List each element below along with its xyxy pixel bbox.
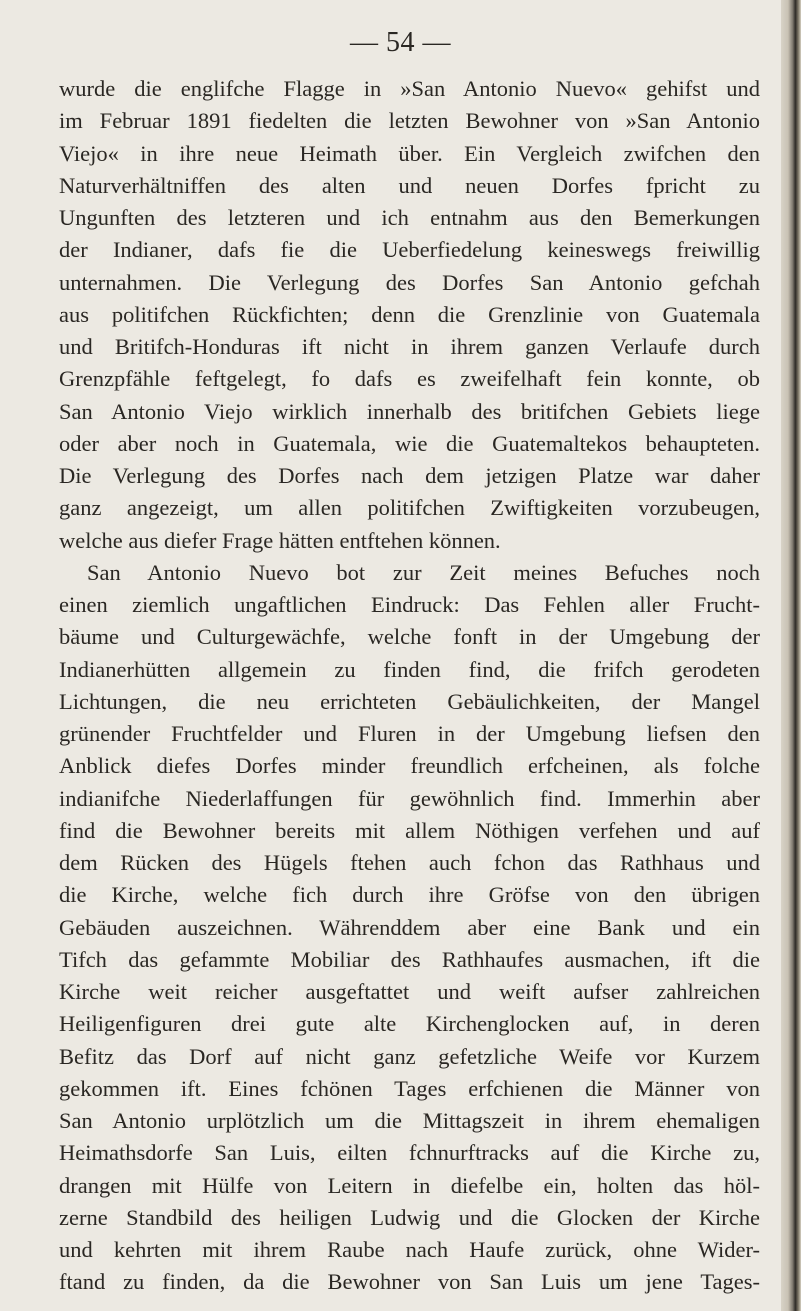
text-line: Gebäuden auszeichnen. Währenddem aber eine Bank und ein [59,914,760,940]
text-line: und kehrten mit ihrem Raube nach Haufe zurück, ohne Wider- [59,1237,760,1262]
text-line: Indianerhütten allgemein zu finden find, die frifch gerodeten [59,656,760,682]
text-line: unternahmen. Die Verlegung des Dorfes San Antonio gefchah [59,269,760,295]
text-line: bäume und Culturgewächfe, welche fonft in der Umgebung der [59,624,760,650]
text-line: aus politifchen Rückfichten; denn die Grenzlinie von Guatemala [59,301,760,327]
text-line: grünender Fruchtfelder und Fluren in der Umgebung liefsen den [59,721,760,746]
text-line: San Antonio urplötzlich um die Mittagszeit in ihrem ehemaligen [59,1108,760,1133]
text-line: Befitz das Dorf auf nicht ganz gefetzliche Weife vor Kurzem [59,1043,760,1069]
text-line: ftand zu finden, da die Bewohner von San Luis um jene Tages- [59,1269,760,1295]
text-line: dem Rücken des Hügels ftehen auch fchon das Rathhaus und [59,850,760,875]
text-line: oder aber noch in Guatemala, wie die Guatemaltekos behaupteten. [59,430,760,456]
text-line: Ungunften des letzteren und ich entnahm aus den Bemerkungen [59,205,760,230]
text-line: San Antonio Nuevo bot zur Zeit meines Befuches noch [87,559,760,585]
text-line: wurde die englifche Flagge in »San Antonio Nuevo« gehifst und [59,76,760,101]
text-line: Anblick diefes Dorfes minder freundlich erfcheinen, als folche [59,753,760,779]
text-line: Tifch das gefammte Mobiliar des Rathhaufes ausmachen, ift die [59,946,760,972]
text-line: ganz angezeigt, um allen politifchen Zwiftigkeiten vorzubeugen, [59,495,760,521]
text-line: einen ziemlich ungaftlichen Eindruck: Das Fehlen aller Frucht- [59,592,760,617]
text-line: indianifche Niederlaffungen für gewöhnlich find. Immerhin aber [59,785,760,811]
text-line: find die Bewohner bereits mit allem Nöthigen verfehen und auf [59,817,760,843]
text-line: gekommen ift. Eines fchönen Tages erfchienen die Männer von [59,1075,760,1101]
body-text [59,73,760,1299]
text-line: Naturverhältniffen des alten und neuen Dorfes fpricht zu [59,172,760,198]
text-line: zerne Standbild des heiligen Ludwig und die Glocken der Kirche [59,1204,760,1230]
text-line: Heimathsdorfe San Luis, eilten fchnurftracks auf die Kirche zu, [59,1140,760,1166]
text-line: im Februar 1891 fiedelten die letzten Bewohner von »San Antonio [59,108,760,134]
book-spine-edge [781,0,801,1311]
text-line: Grenzpfähle feftgelegt, fo dafs es zweifelhaft fein konnte, ob [59,366,760,392]
page-number-header: — 54 — [350,27,451,58]
text-line: und Britifch-Honduras ift nicht in ihrem ganzen Verlaufe durch [59,334,760,359]
text-line: die Kirche, welche fich durch ihre Gröfse von den übrigen [59,882,760,908]
text-line: Viejo« in ihre neue Heimath über. Ein Vergleich zwifchen den [59,140,760,166]
text-line: Heiligenfiguren drei gute alte Kirchenglocken auf, in deren [59,1011,760,1037]
text-line: Kirche weit reicher ausgeftattet und weift aufser zahlreichen [59,979,760,1004]
text-line: San Antonio Viejo wirklich innerhalb des britifchen Gebiets liege [59,398,760,424]
text-line: drangen mit Hülfe von Leitern in diefelbe ein, holten das höl- [59,1172,760,1198]
text-line: welche aus diefer Frage hätten entftehen können. [59,527,501,553]
text-line: Die Verlegung des Dorfes nach dem jetzigen Platze war daher [59,463,760,488]
text-line: der Indianer, dafs fie die Ueberfiedelung keineswegs freiwillig [59,237,760,263]
text-line: Lichtungen, die neu errichteten Gebäulichkeiten, der Mangel [59,688,760,714]
